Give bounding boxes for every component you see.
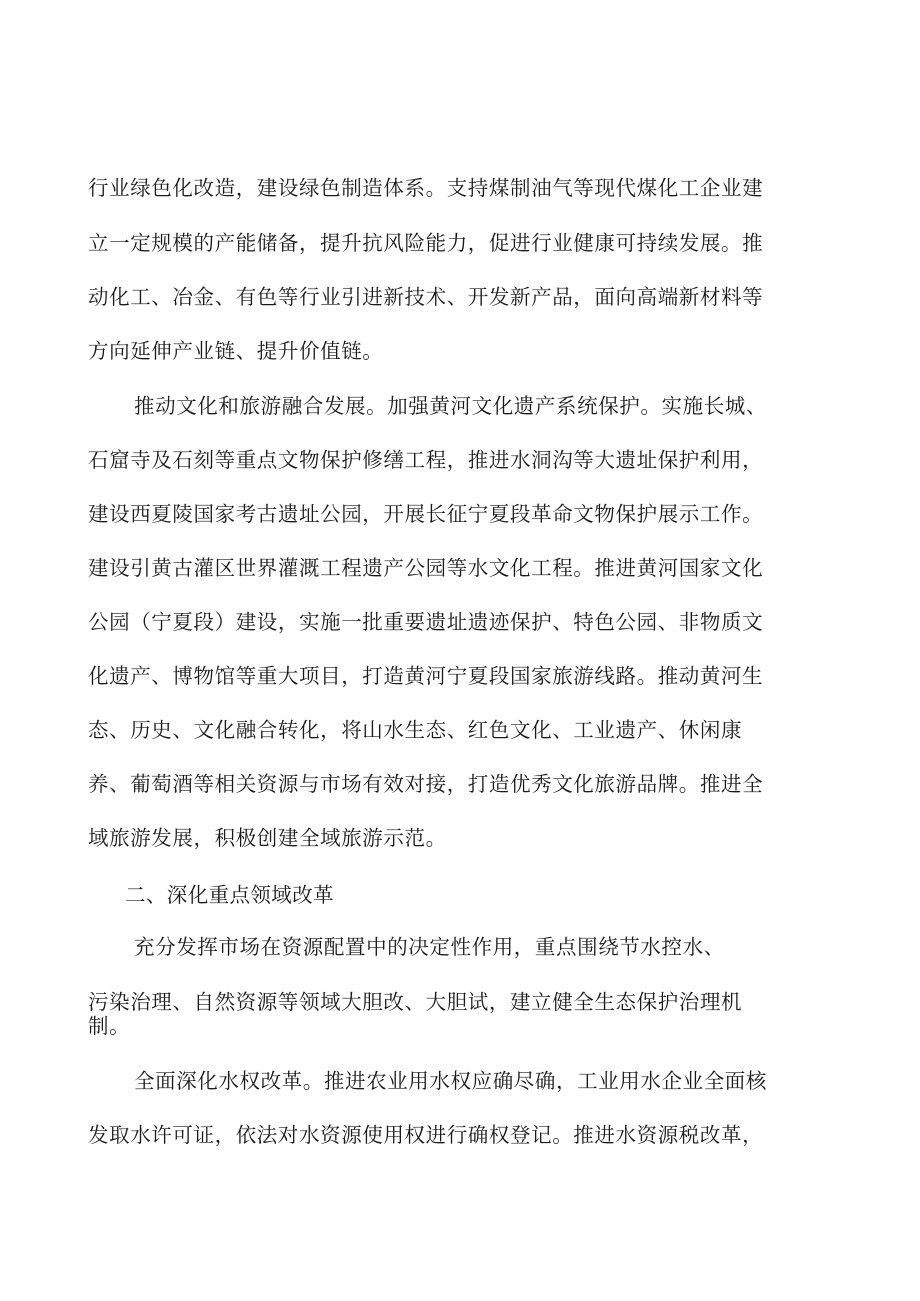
- text-line: 建设西夏陵国家考古遗址公园，开展长征宁夏段革命文物保护展示工作。: [88, 502, 764, 526]
- text-line: 动化工、冶金、有色等行业引进新技术、开发新产品，面向高端新材料等: [88, 285, 764, 309]
- section-heading: 二、深化重点领域改革: [125, 883, 334, 907]
- text-line: 养、葡萄酒等相关资源与市场有效对接，打造优秀文化旅游品牌。推进全: [88, 772, 764, 796]
- text-line: 发取水许可证，依法对水资源使用权进行确权登记。推进水资源税改革，: [88, 1123, 764, 1147]
- text-line: 域旅游发展，积极创建全域旅游示范。: [88, 826, 447, 850]
- text-line: 化遗产、博物馆等重大项目，打造黄河宁夏段国家旅游线路。推动黄河生: [88, 664, 764, 688]
- text-line: 行业绿色化改造，建设绿色制造体系。支持煤制油气等现代煤化工企业建: [88, 176, 764, 200]
- text-line: 污染治理、自然资源等领域大胆改、大胆试，建立健全生态保护治理机: [88, 990, 743, 1014]
- text-line: 态、历史、文化融合转化，将山水生态、红色文化、工业遗产、休闲康: [88, 718, 743, 742]
- text-line: 推动文化和旅游融合发展。加强黄河文化遗产系统保护。实施长城、: [134, 394, 767, 418]
- text-line: 全面深化水权改革。推进农业用水权应确尽确，工业用水企业全面核: [134, 1069, 767, 1093]
- text-line: 建设引黄古灌区世界灌溉工程遗产公园等水文化工程。推进黄河国家文化: [88, 556, 764, 580]
- text-line: 充分发挥市场在资源配置中的决定性作用，重点围绕节水控水、: [134, 935, 725, 959]
- text-line: 公园（宁夏段）建设，实施一批重要遗址遗迹保护、特色公园、非物质文: [88, 610, 764, 634]
- text-line: 制。: [88, 1014, 131, 1038]
- text-line: 立一定规模的产能储备，提升抗风险能力，促进行业健康可持续发展。推: [88, 231, 764, 255]
- text-line: 方向延伸产业链、提升价值链。: [88, 339, 384, 363]
- text-line: 石窟寺及石刻等重点文物保护修缮工程，推进水洞沟等大遗址保护利用，: [88, 448, 764, 472]
